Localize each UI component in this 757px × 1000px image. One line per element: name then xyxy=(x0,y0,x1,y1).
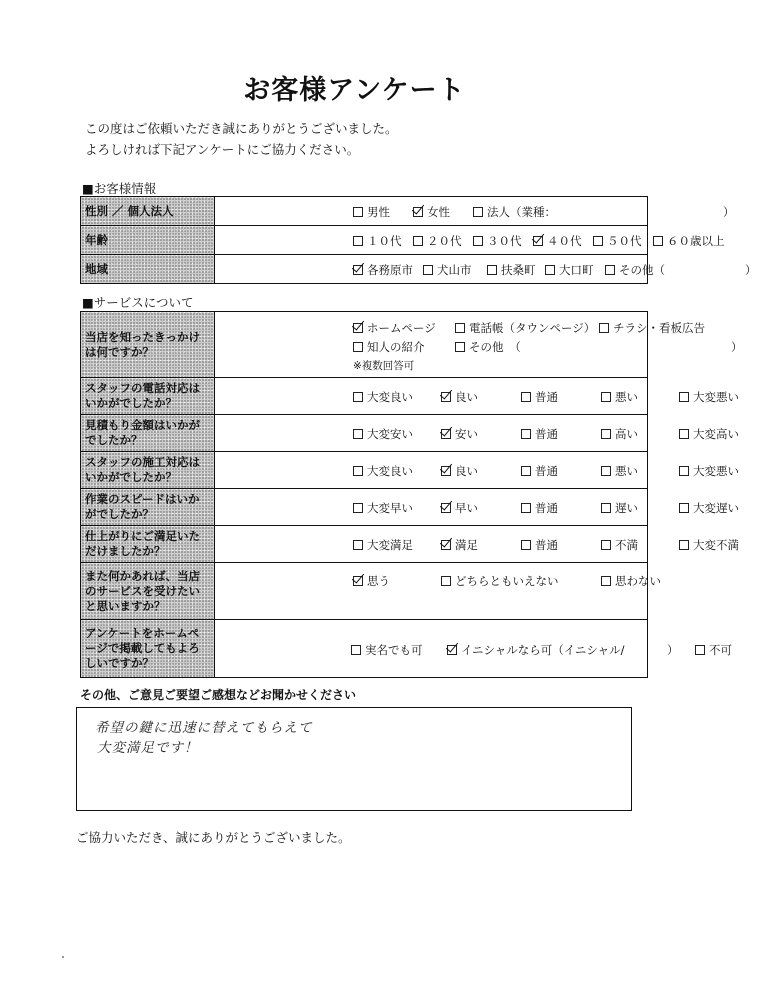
q-finish-label: 仕上がりにご満足いただけましたか？ xyxy=(81,526,215,563)
region-row xyxy=(81,255,648,284)
rating-option[interactable]: 普通 xyxy=(521,537,558,553)
rating-option[interactable]: 大変不満 xyxy=(679,537,739,553)
q-source-options xyxy=(215,312,743,378)
checkbox[interactable] xyxy=(353,236,363,246)
rating-row xyxy=(81,415,648,452)
checkbox[interactable] xyxy=(601,429,611,439)
q-repeat-row xyxy=(81,563,648,620)
checkbox[interactable] xyxy=(353,392,363,402)
checkbox-checked[interactable] xyxy=(353,265,363,275)
region-option-kakamigahara[interactable]: 各務原市 xyxy=(353,262,413,278)
age-option-50s[interactable]: ５０代 xyxy=(593,233,642,249)
checkbox[interactable] xyxy=(353,207,363,217)
checkbox-checked[interactable] xyxy=(353,323,363,333)
q-estimate-options xyxy=(215,415,739,452)
checkbox[interactable] xyxy=(521,392,531,402)
region-option-oguchi[interactable]: 大口町 xyxy=(545,262,594,278)
q-publish-row xyxy=(81,620,648,678)
rating-option[interactable]: 良い xyxy=(441,389,478,405)
checkbox[interactable] xyxy=(679,540,689,550)
rating-option[interactable]: 大変高い xyxy=(679,426,739,442)
gender-option-corporate[interactable]: 法人（業種： xyxy=(473,204,556,220)
rating-option[interactable]: 大変安い xyxy=(353,426,413,442)
source-option-homepage[interactable]: ホームページ xyxy=(353,320,436,336)
checkbox[interactable] xyxy=(679,466,689,476)
checkbox[interactable] xyxy=(695,645,705,655)
q-repeat-label: また何かあれば、当店のサービスを受けたいと思いますか？ xyxy=(81,563,215,620)
rating-option[interactable]: 悪い xyxy=(601,389,638,405)
handwritten-comment-line-1: 希望の鍵に迅速に替えてもらえて xyxy=(95,720,313,736)
checkbox-checked[interactable] xyxy=(441,429,451,439)
q-repeat-options xyxy=(215,563,661,620)
checkbox[interactable] xyxy=(679,429,689,439)
publish-option-initials[interactable]: イニシャルなら可（イニシャル/ xyxy=(447,642,625,658)
checkbox-checked[interactable] xyxy=(533,236,543,246)
checkbox[interactable] xyxy=(353,540,363,550)
q-publish-options xyxy=(215,620,732,678)
rating-row xyxy=(81,489,648,526)
rating-option[interactable]: 普通 xyxy=(521,463,558,479)
age-options xyxy=(215,226,725,255)
intro-line-1: この度はご依頼いただき誠にありがとうございました。 xyxy=(85,121,398,136)
checkbox[interactable] xyxy=(487,265,497,275)
region-option-fuso[interactable]: 扶桑町 xyxy=(487,262,536,278)
checkbox-checked[interactable] xyxy=(353,576,363,586)
gender-option-male[interactable]: 男性 xyxy=(353,204,390,220)
checkbox[interactable] xyxy=(521,429,531,439)
checkbox[interactable] xyxy=(601,466,611,476)
rating-row xyxy=(81,378,648,415)
source-option-other[interactable]: その他 （ xyxy=(455,339,521,355)
q-phone-options xyxy=(215,378,739,415)
gender-close-paren: ） xyxy=(723,205,735,219)
checkbox[interactable] xyxy=(353,503,363,513)
rating-option[interactable]: 普通 xyxy=(521,389,558,405)
rating-option[interactable]: 大変悪い xyxy=(679,389,739,405)
age-option-20s[interactable]: ２０代 xyxy=(413,233,462,249)
checkbox[interactable] xyxy=(353,429,363,439)
checkbox-checked[interactable] xyxy=(441,540,451,550)
gender-options xyxy=(215,197,735,226)
age-label: 年齢 xyxy=(81,226,215,255)
checkbox[interactable] xyxy=(351,645,361,655)
checkbox[interactable] xyxy=(599,323,609,333)
free-comment-label: その他、ご意見ご要望ご感想などお聞かせください xyxy=(80,688,357,702)
page-title: お客様アンケート xyxy=(243,75,466,106)
checkbox[interactable] xyxy=(413,236,423,246)
region-options xyxy=(215,255,757,284)
checkbox[interactable] xyxy=(679,503,689,513)
repeat-option-neutral[interactable]: どちらともいえない xyxy=(441,573,559,589)
checkbox[interactable] xyxy=(601,503,611,513)
age-option-40s[interactable]: ４０代 xyxy=(533,233,582,249)
repeat-option-yes[interactable]: 思う xyxy=(353,573,390,589)
age-option-30s[interactable]: ３０代 xyxy=(473,233,522,249)
service-table xyxy=(80,311,743,678)
source-option-phonebook[interactable]: 電話帳（タウンページ） xyxy=(455,320,595,336)
rating-row xyxy=(81,452,648,489)
rating-option[interactable]: 大変悪い xyxy=(679,463,739,479)
age-option-60plus[interactable]: ６０歳以上 xyxy=(653,233,725,249)
rating-option[interactable]: 大変満足 xyxy=(353,537,413,553)
q-phone-label: スタッフの電話対応はいかがでしたか？ xyxy=(81,378,215,415)
service-section-heading: ■サービスについて xyxy=(82,295,194,310)
checkbox[interactable] xyxy=(455,323,465,333)
customer-info-table xyxy=(80,196,757,284)
checkbox[interactable] xyxy=(601,540,611,550)
rating-option[interactable]: 早い xyxy=(441,500,478,516)
checkbox[interactable] xyxy=(521,466,531,476)
closing-message: ご協力いただき、誠にありがとうございました。 xyxy=(76,830,351,845)
free-comment-box[interactable] xyxy=(76,707,632,811)
rating-option[interactable]: 良い xyxy=(441,463,478,479)
checkbox[interactable] xyxy=(521,540,531,550)
source-option-referral[interactable]: 知人の紹介 xyxy=(353,339,425,355)
checkbox[interactable] xyxy=(521,503,531,513)
gender-row xyxy=(81,197,648,226)
region-close-paren: ） xyxy=(745,263,757,277)
age-row xyxy=(81,226,648,255)
repeat-option-no[interactable]: 思わない xyxy=(601,573,661,589)
region-option-inuyama[interactable]: 犬山市 xyxy=(423,262,472,278)
q-speed-label: 作業のスピードはいかがでしたか？ xyxy=(81,489,215,526)
rating-option[interactable]: 普通 xyxy=(521,426,558,442)
rating-option[interactable]: 普通 xyxy=(521,500,558,516)
checkbox[interactable] xyxy=(601,392,611,402)
checkbox[interactable] xyxy=(601,576,611,586)
q-finish-options xyxy=(215,526,739,563)
checkbox-checked[interactable] xyxy=(441,466,451,476)
rating-option[interactable]: 満足 xyxy=(441,537,478,553)
rating-option[interactable]: 安い xyxy=(441,426,478,442)
checkbox[interactable] xyxy=(679,392,689,402)
rating-option[interactable]: 高い xyxy=(601,426,638,442)
checkbox[interactable] xyxy=(473,236,483,246)
scan-speck xyxy=(62,956,64,958)
rating-option[interactable]: 大変遅い xyxy=(679,500,739,516)
rating-option[interactable]: 大変良い xyxy=(353,463,413,479)
q-work-options xyxy=(215,452,739,489)
q-publish-label: アンケートをホームページで掲載してもよろしいですか？ xyxy=(81,620,215,678)
rating-option[interactable]: 大変早い xyxy=(353,500,413,516)
intro-line-2: よろしければ下記アンケートにご協力ください。 xyxy=(85,142,360,157)
rating-option[interactable]: 不満 xyxy=(601,537,638,553)
source-close-paren: ） xyxy=(731,340,743,354)
publish-option-no[interactable]: 不可 xyxy=(695,642,732,658)
rating-option[interactable]: 大変良い xyxy=(353,389,413,405)
checkbox-checked[interactable] xyxy=(413,207,423,217)
q-source-label: 当店を知ったきっかけは何ですか？ xyxy=(81,312,215,378)
handwritten-comment-line-2: 大変満足です！ xyxy=(97,740,199,756)
checkbox-checked[interactable] xyxy=(441,392,451,402)
checkbox[interactable] xyxy=(545,265,555,275)
checkbox[interactable] xyxy=(353,342,363,352)
gender-label: 性別 ／ 個人法人 xyxy=(81,197,215,226)
checkbox[interactable] xyxy=(605,265,615,275)
checkbox[interactable] xyxy=(653,236,663,246)
checkbox[interactable] xyxy=(353,466,363,476)
q-source-row xyxy=(81,312,648,378)
age-option-10s[interactable]: １０代 xyxy=(353,233,402,249)
checkbox[interactable] xyxy=(441,576,451,586)
rating-row xyxy=(81,526,648,563)
checkbox-checked[interactable] xyxy=(447,645,457,655)
q-speed-options xyxy=(215,489,739,526)
publish-option-realname[interactable]: 実名でも可 xyxy=(351,642,423,658)
region-label: 地域 xyxy=(81,255,215,284)
source-option-flyer[interactable]: チラシ・看板広告 xyxy=(599,320,705,336)
q-estimate-label: 見積もり金額はいかがでしたか？ xyxy=(81,415,215,452)
checkbox[interactable] xyxy=(473,207,483,217)
publish-close-paren: ） xyxy=(667,643,679,657)
multiple-answers-note: ※複数回答可 xyxy=(353,360,415,372)
checkbox-checked[interactable] xyxy=(441,503,451,513)
rating-option[interactable]: 悪い xyxy=(601,463,638,479)
q-work-label: スタッフの施工対応はいかがでしたか？ xyxy=(81,452,215,489)
checkbox[interactable] xyxy=(593,236,603,246)
rating-option[interactable]: 遅い xyxy=(601,500,638,516)
customer-section-heading: ■お客様情報 xyxy=(82,181,157,196)
gender-option-female[interactable]: 女性 xyxy=(413,204,450,220)
region-option-other[interactable]: その他（ xyxy=(605,262,665,278)
checkbox[interactable] xyxy=(455,342,465,352)
checkbox[interactable] xyxy=(423,265,433,275)
